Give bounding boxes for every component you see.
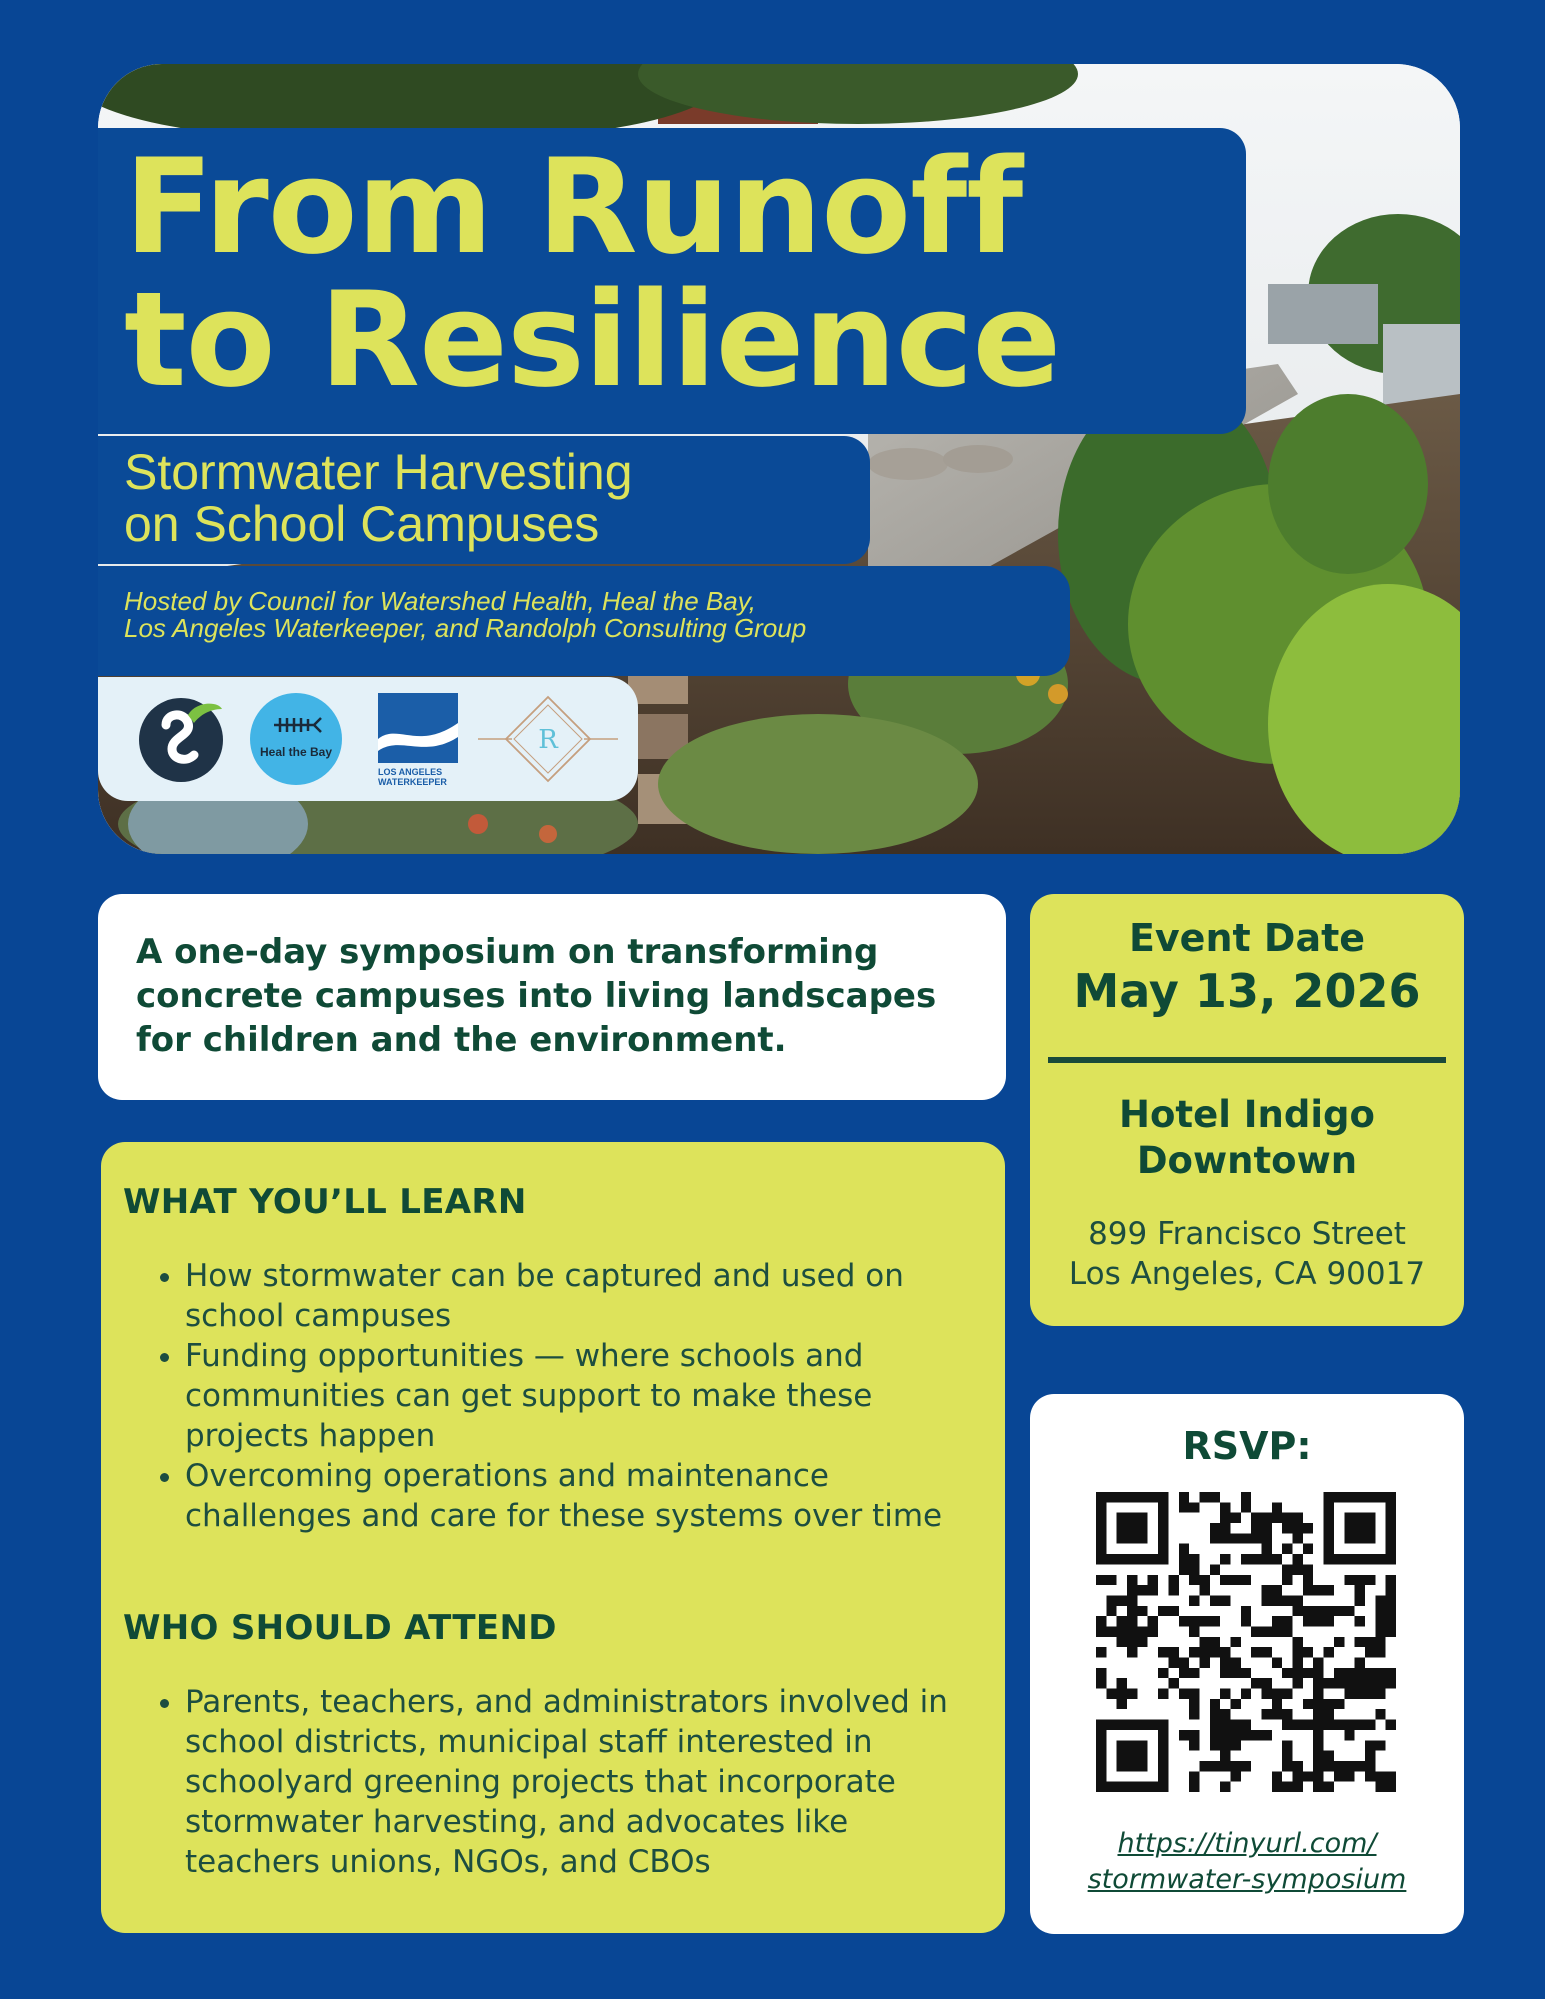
intro-text: A one-day symposium on transforming concrete campuses into living landscapes for children and the environment. — [136, 932, 937, 1060]
hosts-line-1: Hosted by Council for Watershed Health, Heal the Bay, — [124, 586, 757, 616]
title-line-2: to Resilience — [124, 263, 1061, 416]
event-card — [1030, 894, 1464, 1326]
rsvp-link-line-2[interactable]: stormwater-symposium — [1087, 1864, 1407, 1895]
council-watershed-health-logo — [136, 695, 226, 785]
intro-card — [98, 894, 1006, 1100]
qr-code[interactable] — [1096, 1492, 1396, 1792]
rsvp-label: RSVP: — [1182, 1424, 1312, 1468]
divider — [1048, 1057, 1446, 1063]
title-line-1: From Runoff — [124, 130, 1023, 283]
partner-logos — [98, 677, 638, 801]
hosts-line-2: Los Angeles Waterkeeper, and Randolph Consulting Group — [124, 613, 807, 643]
randolph-consulting-logo — [478, 691, 618, 787]
rsvp-link-line-1[interactable]: https://tinyurl.com/ — [1117, 1828, 1377, 1859]
learn-item: • Overcoming operations and maintenance challenges and care for these systems over time — [185, 1456, 965, 1536]
event-date-label: Event Date — [1128, 916, 1366, 960]
subtitle-line-2: on School Campuses — [124, 496, 600, 552]
subtitle-line-1: Stormwater Harvesting — [124, 444, 633, 500]
venue-line-1: Hotel Indigo — [1119, 1093, 1375, 1136]
heal-the-bay-logo — [250, 693, 342, 785]
learn-list — [157, 1256, 965, 1536]
learn-item: • How stormwater can be captured and used on school campuses — [185, 1256, 965, 1336]
rsvp-card — [1030, 1394, 1464, 1934]
learn-heading: WHAT YOU’LL LEARN — [123, 1182, 527, 1222]
event-date: May 13, 2026 — [1073, 964, 1421, 1018]
event-address — [1030, 1214, 1464, 1294]
waterkeeper-line-2: WATERKEEPER — [378, 777, 447, 787]
randolph-letter: R — [538, 725, 558, 755]
rsvp-link[interactable] — [1030, 1826, 1464, 1898]
attend-list — [157, 1682, 965, 1882]
waterkeeper-line-1: LOS ANGELES — [378, 767, 443, 777]
subtitle — [124, 446, 633, 550]
waterkeeper-logo — [378, 693, 458, 789]
attend-item: • Parents, teachers, and administrators involved in school districts, municipal staff interested in schoolyard greening projects that incorporate stormwater harvesting, and advocates like teachers unions, NGOs, and CBOs — [185, 1682, 965, 1882]
address-line-2: Los Angeles, CA 90017 — [1068, 1256, 1426, 1292]
address-line-1: 899 Francisco Street — [1088, 1216, 1406, 1252]
event-venue — [1030, 1092, 1464, 1184]
fish-skeleton-icon — [270, 713, 322, 737]
attend-heading: WHO SHOULD ATTEND — [123, 1608, 557, 1648]
details-card — [101, 1142, 1005, 1933]
page-title — [124, 130, 1061, 416]
venue-line-2: Downtown — [1136, 1139, 1358, 1182]
heal-the-bay-text: Heal the Bay — [259, 745, 333, 759]
learn-item: • Funding opportunities — where schools and communities can get support to make these projects happen — [185, 1336, 965, 1456]
wave-icon — [378, 693, 458, 763]
hosts-text — [124, 588, 806, 642]
